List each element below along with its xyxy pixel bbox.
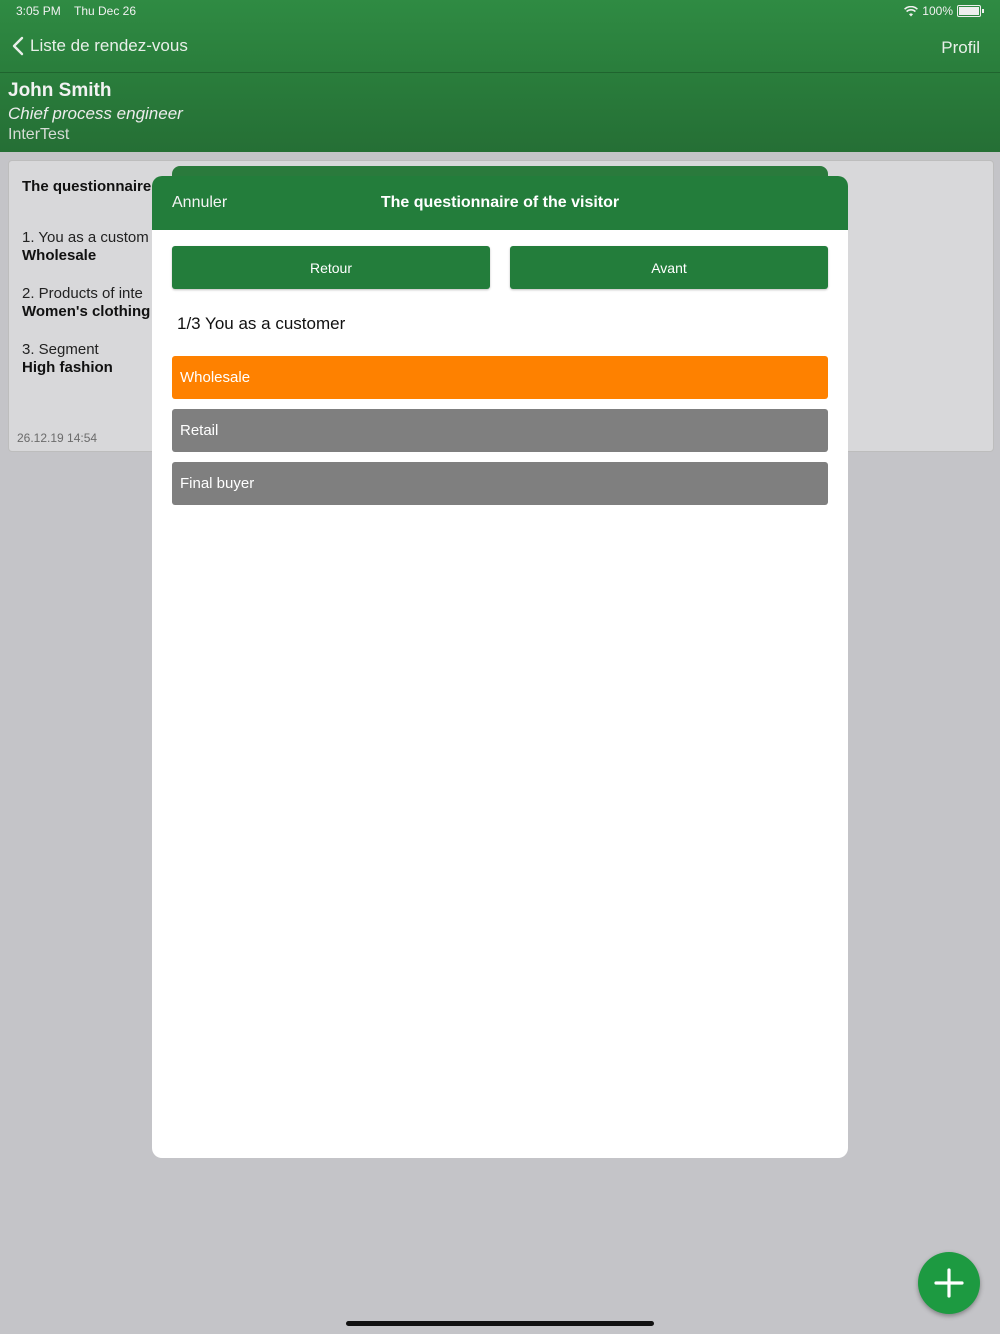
option-retail[interactable]: Retail	[172, 409, 828, 452]
card-title: The questionnaire	[22, 178, 152, 195]
profile-button[interactable]: Profil	[941, 38, 980, 57]
visitor-name: John Smith	[8, 80, 112, 101]
navigation-bar	[0, 36, 1000, 72]
previous-button[interactable]: Retour	[172, 246, 490, 289]
status-bar	[16, 4, 984, 20]
cancel-button[interactable]: Annuler	[172, 194, 228, 211]
nav-divider	[0, 72, 1000, 73]
visitor-info	[8, 80, 183, 144]
home-indicator	[346, 1321, 654, 1326]
battery-percent: 100%	[922, 4, 953, 18]
app-header	[0, 0, 1000, 152]
card-item	[22, 229, 149, 264]
card-question: 2. Products of inte	[22, 285, 143, 302]
status-date: Thu Dec 26	[74, 4, 137, 18]
chevron-left-icon	[12, 36, 24, 56]
status-time: 3:05 PM	[16, 4, 61, 18]
modal-title: The questionnaire of the visitor	[380, 194, 620, 211]
battery-cap	[982, 9, 984, 13]
card-answer: Wholesale	[22, 247, 97, 264]
next-button[interactable]: Avant	[510, 246, 828, 289]
card-item	[22, 341, 113, 376]
option-final-buyer[interactable]: Final buyer	[172, 462, 828, 505]
card-question: 1. You as a custom	[22, 229, 149, 246]
card-answer: High fashion	[22, 359, 113, 376]
plus-icon	[934, 1268, 964, 1298]
visitor-company: InterTest	[8, 126, 70, 143]
status-right	[904, 4, 984, 18]
card-answer: Women's clothing	[22, 303, 151, 320]
modal-header	[152, 176, 848, 230]
card-item	[22, 285, 150, 320]
card-question: 3. Segment	[22, 341, 99, 358]
option-wholesale[interactable]: Wholesale	[172, 356, 828, 399]
back-button-label: Liste de rendez-vous	[30, 36, 188, 55]
questionnaire-modal	[152, 176, 848, 1158]
visitor-title: Chief process engineer	[8, 104, 183, 123]
add-button[interactable]	[918, 1252, 980, 1314]
card-date: 26.12.19 14:54	[17, 431, 98, 445]
question-label: 1/3 You as a customer	[177, 314, 346, 333]
back-button[interactable]	[12, 36, 188, 56]
wifi-icon	[904, 6, 918, 17]
battery-icon	[957, 5, 981, 17]
